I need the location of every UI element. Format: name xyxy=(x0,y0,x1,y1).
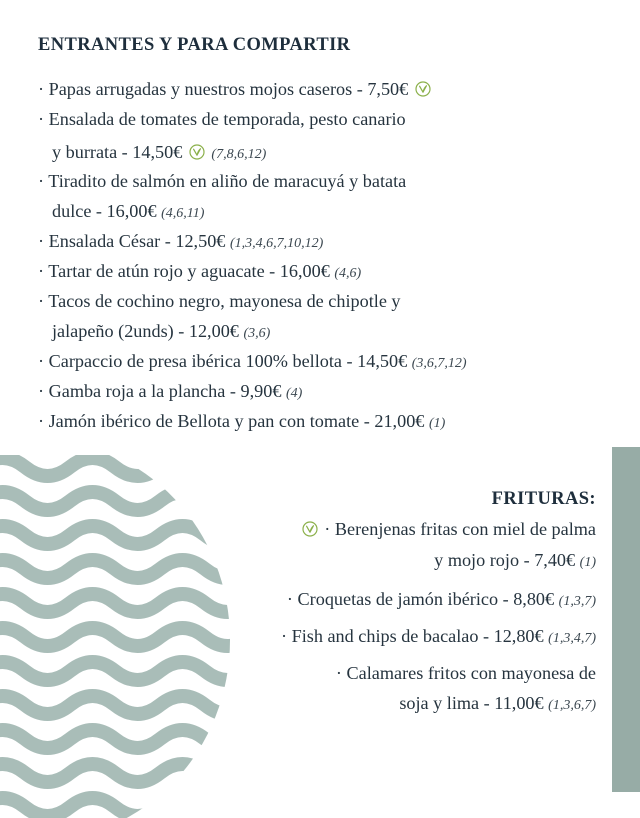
wave-stripe xyxy=(0,458,260,476)
item-text: Tiradito de salmón en aliño de maracuyá y batata xyxy=(48,171,407,191)
frituras-item-line xyxy=(399,692,596,717)
item-text: Papas arrugadas y nuestros mojos caseros - 7,50€ xyxy=(48,79,409,99)
item-text: y mojo rojo - 7,40€ xyxy=(434,550,576,570)
item-text: dulce - 16,00€ xyxy=(52,201,157,221)
entrantes-item-line xyxy=(38,230,323,255)
entrantes-item-line xyxy=(52,200,204,225)
allergen-codes: (1,3,4,6,7,10,12) xyxy=(229,236,324,251)
side-color-bar xyxy=(612,447,640,792)
frituras-item-line xyxy=(434,549,596,574)
wave-stripe xyxy=(0,492,260,510)
bullet-dot: · xyxy=(38,171,49,191)
bullet-dot: · xyxy=(38,351,49,371)
entrantes-item-line xyxy=(38,170,406,192)
allergen-codes: (7,8,6,12) xyxy=(211,147,267,162)
bullet-dot: · xyxy=(38,291,49,311)
item-text: Jamón ibérico de Bellota y pan con tomate - 21,00€ xyxy=(48,411,425,431)
frituras-item-line xyxy=(300,518,596,540)
allergen-codes: (3,6) xyxy=(243,326,271,341)
section-title-frituras: FRITURAS: xyxy=(491,489,596,509)
frituras-item-line xyxy=(281,625,596,650)
allergen-codes: (1) xyxy=(579,555,596,570)
item-text: soja y lima - 11,00€ xyxy=(399,693,544,713)
bullet-dot: · xyxy=(38,231,49,251)
wave-stripe xyxy=(0,764,260,782)
vegetarian-icon xyxy=(189,144,205,160)
allergen-codes: (4,6,11) xyxy=(161,206,205,221)
bullet-dot: · xyxy=(38,79,49,99)
item-text: Croquetas de jamón ibérico - 8,80€ xyxy=(297,589,555,609)
frituras-item-line xyxy=(287,588,596,613)
section-title-entrantes: ENTRANTES Y PARA COMPARTIR xyxy=(38,35,351,55)
wave-decoration xyxy=(0,455,260,818)
item-text: Ensalada César - 12,50€ xyxy=(48,231,226,251)
bullet-dot: · xyxy=(38,109,49,129)
wave-stripe xyxy=(0,526,260,544)
entrantes-item-line xyxy=(52,141,266,166)
allergen-codes: (1,3,4,7) xyxy=(548,631,596,646)
item-text: y burrata - 14,50€ xyxy=(52,142,183,162)
item-text: Tartar de atún rojo y aguacate - 16,00€ xyxy=(48,261,330,281)
vegetarian-icon xyxy=(415,81,431,97)
wave-stripe xyxy=(0,560,260,578)
wave-stripe xyxy=(0,798,260,816)
allergen-codes: (1) xyxy=(428,416,446,431)
item-text: Tacos de cochino negro, mayonesa de chipotle y xyxy=(48,291,401,311)
allergen-codes: (3,6,7,12) xyxy=(411,356,467,371)
bullet-dot: · xyxy=(38,261,49,281)
wave-stripe xyxy=(0,696,260,714)
bullet-dot: · xyxy=(324,519,335,539)
item-text: Calamares fritos con mayonesa de xyxy=(346,663,596,683)
bullet-dot: · xyxy=(38,411,49,431)
frituras-item-line xyxy=(336,662,596,684)
wave-stripe xyxy=(0,662,260,680)
item-text: Berenjenas fritas con miel de palma xyxy=(334,519,596,539)
entrantes-item-line xyxy=(38,290,401,312)
bullet-dot: · xyxy=(286,589,298,609)
vegetarian-icon xyxy=(302,521,318,537)
entrantes-item-line xyxy=(38,350,467,375)
allergen-codes: (1,3,7) xyxy=(558,594,596,609)
entrantes-item-line xyxy=(38,108,406,130)
allergen-codes: (4,6) xyxy=(334,266,362,281)
entrantes-item-line xyxy=(38,260,361,285)
item-text: Carpaccio de presa ibérica 100% bellota - 14,50€ xyxy=(48,351,408,371)
wave-stripe xyxy=(0,730,260,748)
entrantes-item-line xyxy=(52,320,270,345)
allergen-codes: (4) xyxy=(285,386,303,401)
wave-stripe xyxy=(0,594,260,612)
bullet-dot: · xyxy=(335,663,347,683)
item-text: Ensalada de tomates de temporada, pesto canario xyxy=(48,109,406,129)
wave-stripe xyxy=(0,628,260,646)
bullet-dot: · xyxy=(280,626,292,646)
entrantes-item-line xyxy=(38,410,445,435)
item-text: Gamba roja a la plancha - 9,90€ xyxy=(48,381,282,401)
item-text: jalapeño (2unds) - 12,00€ xyxy=(52,321,239,341)
entrantes-item-line xyxy=(38,380,302,405)
allergen-codes: (1,3,6,7) xyxy=(548,698,596,713)
bullet-dot: · xyxy=(38,381,49,401)
item-text: Fish and chips de bacalao - 12,80€ xyxy=(291,626,544,646)
entrantes-item-line xyxy=(38,78,433,100)
